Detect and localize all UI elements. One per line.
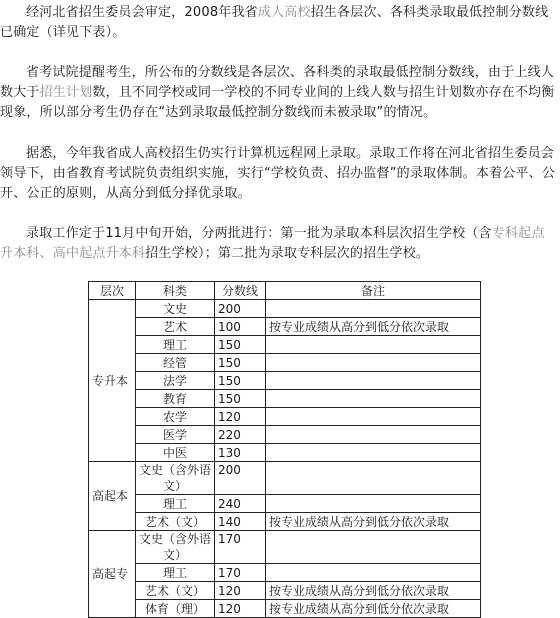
paragraph-text: 录取工作定于11月中旬开始，分两批进行：第一批为录取本科层次招生学校（含 [26,226,492,241]
paragraph-text: 招生各层次、各科类录取最低控制分数线已确定（详见下表）。 [0,5,549,40]
score-cell: 200 [215,300,266,318]
score-cell: 220 [215,426,266,444]
subject-cell: 经管 [136,354,215,372]
notice-paragraph [0,63,556,123]
score-table [88,281,481,618]
table-row [89,372,481,390]
score-cell: 240 [215,495,266,513]
table-row [89,426,481,444]
table-row [89,531,481,564]
subject-cell: 法学 [136,372,215,390]
table-row [89,462,481,495]
note-cell: 按专业成绩从高分到低分依次录取 [266,513,481,531]
process-paragraph [0,144,556,204]
note-cell [266,531,481,564]
level-cell: 高起本 [89,462,136,531]
note-cell [266,564,481,582]
subject-cell: 艺术 [136,318,215,336]
table-row [89,318,481,336]
table-row [89,300,481,318]
subject-cell: 文史（含外语文） [136,462,215,495]
subject-cell: 艺术（文） [136,513,215,531]
score-cell: 120 [215,582,266,600]
table-row [89,390,481,408]
score-cell: 150 [215,390,266,408]
header-subject: 科类 [136,282,215,300]
subject-cell: 中医 [136,444,215,462]
link-text[interactable]: 专科起点升本科、高中起点升本科 [0,226,545,261]
note-cell: 按专业成绩从高分到低分依次录取 [266,582,481,600]
subject-cell: 体育（理） [136,600,215,618]
subject-cell: 理工 [136,495,215,513]
note-cell [266,336,481,354]
note-cell [266,462,481,495]
score-cell: 130 [215,444,266,462]
link-text[interactable]: 招生计划 [39,85,93,100]
paragraph-text: 数，且不同学校或同一学校的不同专业间的上线人数与招生计划数亦存在不均衡现象，所以部分考生仍存在“达到录取最低控制分数线而未被录取”的情况。 [0,85,555,120]
score-cell: 150 [215,354,266,372]
header-score: 分数线 [215,282,266,300]
table-row [89,564,481,582]
table-row [89,354,481,372]
note-cell [266,390,481,408]
table-row [89,513,481,531]
score-cell: 170 [215,564,266,582]
header-level: 层次 [89,282,136,300]
subject-cell: 教育 [136,390,215,408]
subject-cell: 理工 [136,336,215,354]
note-cell [266,444,481,462]
note-cell [266,372,481,390]
note-cell [266,354,481,372]
note-cell [266,408,481,426]
note-cell [266,300,481,318]
table-row [89,600,481,618]
paragraph-text: 省考试院提醒考生，所公布的分数线是各层次、各科类的录取最低控制分数线，由于上线人数大于 [0,65,555,100]
subject-cell: 艺术（文） [136,582,215,600]
note-cell: 按专业成绩从高分到低分依次录取 [266,600,481,618]
level-cell: 高起专 [89,531,136,618]
note-cell [266,426,481,444]
note-cell [266,495,481,513]
header-note: 备注 [266,282,481,300]
score-cell: 120 [215,408,266,426]
subject-cell: 文史（含外语文） [136,531,215,564]
score-cell: 200 [215,462,266,495]
link-text[interactable]: 成人高校 [257,5,311,20]
subject-cell: 文史 [136,300,215,318]
score-cell: 100 [215,318,266,336]
subject-cell: 理工 [136,564,215,582]
subject-cell: 农学 [136,408,215,426]
score-cell: 140 [215,513,266,531]
subject-cell: 医学 [136,426,215,444]
score-cell: 150 [215,336,266,354]
table-row [89,495,481,513]
score-cell: 170 [215,531,266,564]
table-header-row [89,282,481,300]
note-cell: 按专业成绩从高分到低分依次录取 [266,318,481,336]
intro-paragraph [0,3,556,43]
table-row [89,408,481,426]
paragraph-text: 招生学校）；第二批为录取专科层次的招生学校。 [145,246,430,261]
score-cell: 120 [215,600,266,618]
score-cell: 150 [215,372,266,390]
table-row [89,336,481,354]
table-row [89,582,481,600]
table-row [89,444,481,462]
paragraph-text: 据悉，今年我省成人高校招生仍实行计算机远程网上录取。录取工作将在河北省招生委员会领导下，由省教育考试院负责组织实施，实行“学校负责、招办监督”的录取体制。本着公平、公开、公正的原则，从高分到低分择优录取。 [0,146,556,201]
schedule-paragraph [0,224,556,264]
level-cell: 专升本 [89,300,136,462]
paragraph-text: 经河北省招生委员会审定，2008年我省 [26,5,258,20]
